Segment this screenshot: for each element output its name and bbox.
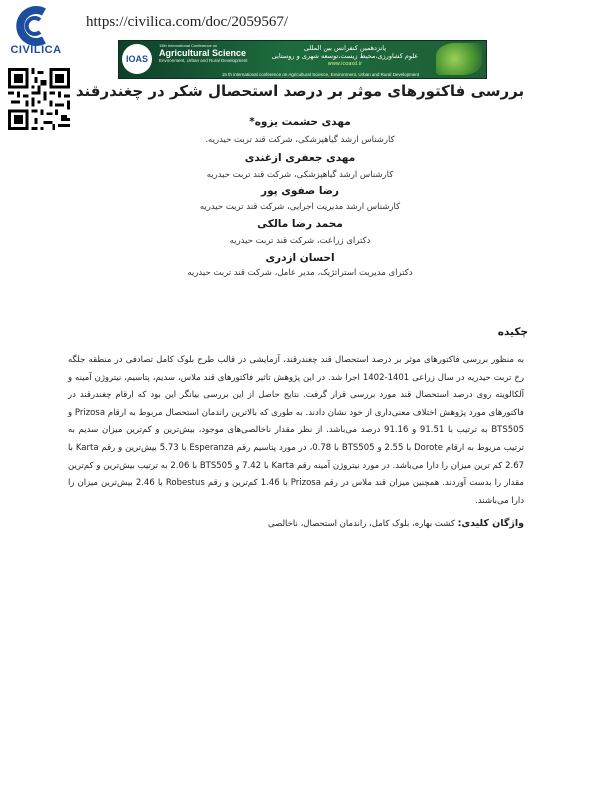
author-affiliation: دکترای مدیریت استراتژیک، مدیر عامل، شرکت قند تربت حیدریه <box>187 268 413 278</box>
banner-persian-title <box>260 44 430 68</box>
banner-en-title: Agricultural Science <box>159 48 247 58</box>
civilica-logo-icon <box>14 6 58 46</box>
author-name: رضا صفوی پور <box>261 185 339 197</box>
abstract-heading: چکیده <box>497 326 528 338</box>
author-affiliation: کارشناس ارشد مدیریت اجرایی، شرکت قند تربت حیدریه <box>199 202 401 212</box>
banner-en-line1: 15th International Conference on <box>159 43 218 48</box>
conference-banner <box>118 40 487 79</box>
civilica-logo[interactable] <box>6 6 66 62</box>
author-name: احسان ازدری <box>265 252 335 264</box>
banner-en-line3: Environment, Urban and Rural Development <box>159 58 248 63</box>
logo-text: CIVILICA <box>10 44 62 56</box>
author-name: محمد رضا مالکی <box>257 218 343 230</box>
leaf-icon <box>436 43 482 75</box>
banner-fa-line1: پانزدهمین کنفرانس بین المللی <box>303 44 387 52</box>
author-name: مهدی حشمت یزوه* <box>249 116 351 128</box>
banner-website: www.icoasd.ir <box>327 61 363 67</box>
banner-footer: 15 th international conference on Agricultural Science, Environment, Urban and Rural Development <box>221 72 420 77</box>
conference-emblem: IOAS <box>122 44 152 74</box>
keywords-label: واژگان کلیدی: <box>457 518 524 529</box>
banner-fa-line2: علوم کشاورزی،محیط زیست،توسعه شهری و روستایی <box>271 52 419 60</box>
author-affiliation: کارشناس ارشد گیاهپزشکی، شرکت قند تربت حیدریه <box>206 170 394 180</box>
keywords-line <box>68 518 524 529</box>
document-url[interactable]: https://civilica.com/doc/2059567/ <box>86 14 289 30</box>
author-affiliation: کارشناس ارشد گیاهپزشکی، شرکت قند تربت حیدریه. <box>205 135 395 145</box>
author-name: مهدی جعفری ازغندی <box>244 152 356 164</box>
author-affiliation: دکترای زراعت، شرکت قند تربت حیدریه <box>229 236 371 246</box>
paper-title: بررسی فاکتورهای موثر بر درصد استحصال شکر در چغندرقند <box>75 82 525 100</box>
keywords-value: کشت بهاره، بلوک کامل، راندمان استحصال، ناخالصی <box>268 519 455 529</box>
abstract-body: به منظور بررسی فاکتورهای موثر بر درصد استحصال قند چغندرقند، آزمایشی در قالب طرح بلوک کامل تصادفی در منطقه جلگه رخ تربت حیدریه در سال زراعی 1401-1402 اجرا شد. در این پژوهش تاثیر فاکتورهای قند ملاس، سدیم، پتاسیم، نیتروژن آمینه و آلکالویته روی درصد استحصال قند مورد بررسی قرار گرفت. نتایج حاصل از این بررسی بیانگر این بود که ارقام چغندرقند در فاکتورهای مورد پژوهش اختلاف معنی‌داری از خود نشان دادند. به طوری که بالاترین راندمان استحصال مربوط به ارقام Prizosa و BTS505 به ترتیب با 91.51 و 91.16 درصد می‌باشد. از نظر مقدار ناخالصی‌های موجود، بیش‌ترین و کم‌ترین میزان سدیم به ترتیب مربوط به ارقام Dorote با 2.55 و BTS505 با 0.78، در مورد پتاسیم رقم Esperanza با 5.73 بیش‌ترین و رقم Karta با 2.67 کم ترین میزان را دارا می‌باشد. در مورد نیتروژن آمینه رقم Karta با 7.42 و BTS505 با 2.06 به ترتیب بیش‌ترین و کم‌ترین مقدار را بدست آوردند. همچنین میزان قند ملاس در رقم Prizosa با 1.46 کم‌ترین و رقم Robestus با 2.46 بیش‌ترین میزان را دارا می‌باشند. <box>68 355 525 506</box>
